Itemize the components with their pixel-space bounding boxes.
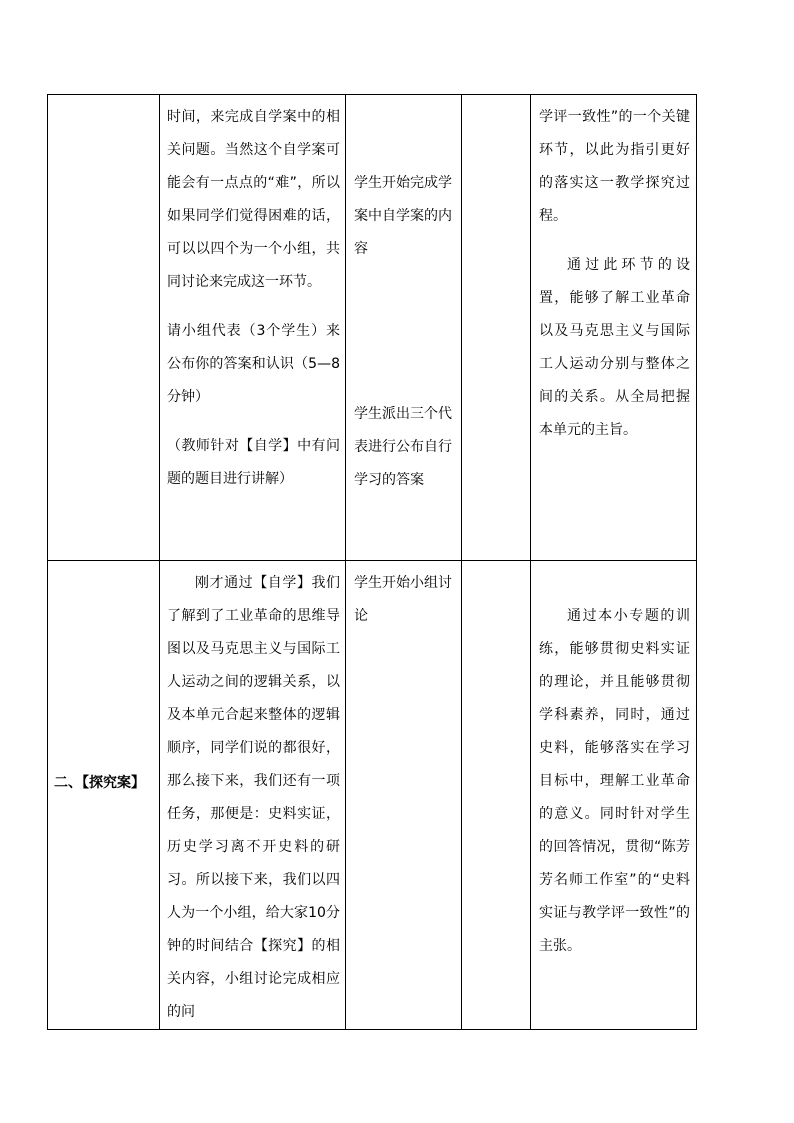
section-label: 二、【探究案】 bbox=[54, 775, 145, 791]
teacher-activity-cell bbox=[160, 561, 346, 1030]
table-row bbox=[48, 561, 697, 1030]
section-cell bbox=[48, 95, 160, 561]
design-intent-cell bbox=[531, 561, 697, 1030]
student-activity-text: 学生开始小组讨论 bbox=[354, 575, 452, 624]
time-cell bbox=[462, 95, 531, 561]
teacher-activity-text: 刚才通过【自学】我们了解到了工业革命的思维导图以及马克思主义与国际工人运动之间的逻辑关系，以及本单元合起来整体的逻辑顺序，同学们说的都很好，那么接下来，我们还有一项任务，那便是：史料实证，历史学习离不开史料的研习。所以接下来，我们以四人为一个小组，给大家10分钟的时间结合【探究】的相关内容，小组讨论完成相应的问 bbox=[167, 575, 340, 1020]
student-activity-cell bbox=[346, 561, 462, 1030]
section-cell bbox=[48, 561, 160, 1030]
teacher-activity-text: 时间，来完成自学案中的相关问题。当然这个自学案可能会有一点点的“难”，所以如果同学们觉得困难的话，可以以四个为一个小组，共同讨论来完成这一环节。 bbox=[167, 109, 340, 290]
design-intent-text: 通过此环节的设置，能够了解工业革命以及马克思主义与国际工人运动分别与整体之间的关系。从全局把握本单元的主旨。 bbox=[539, 257, 690, 438]
table-row bbox=[48, 95, 697, 561]
design-intent-text: 通过本小专题的训练，能够贯彻史料实证的理论，并且能够贯彻学科素养，同时，通过史料，能够落实在学习目标中，理解工业革命的意义。同时针对学生的回答情况，贯彻“陈芳芳名师工作室”的“史料实证与教学评一致性”的主张。 bbox=[539, 608, 690, 954]
design-intent-text: 学评一致性”的一个关键环节，以此为指引更好的落实这一教学探究过程。 bbox=[539, 109, 690, 224]
lesson-plan-table bbox=[47, 94, 697, 1030]
design-intent-cell bbox=[531, 95, 697, 561]
teacher-activity-text: （教师针对【自学】中有问题的题目进行讲解） bbox=[167, 438, 340, 487]
student-activity-text: 学生派出三个代表进行公布自行学习的答案 bbox=[354, 406, 452, 488]
student-activity-text: 学生开始完成学案中自学案的内容 bbox=[354, 175, 452, 257]
teacher-activity-cell bbox=[160, 95, 346, 561]
time-cell bbox=[462, 561, 531, 1030]
student-activity-cell bbox=[346, 95, 462, 561]
teacher-activity-text: 请小组代表（3个学生）来公布你的答案和认识（5—8分钟） bbox=[167, 323, 340, 405]
